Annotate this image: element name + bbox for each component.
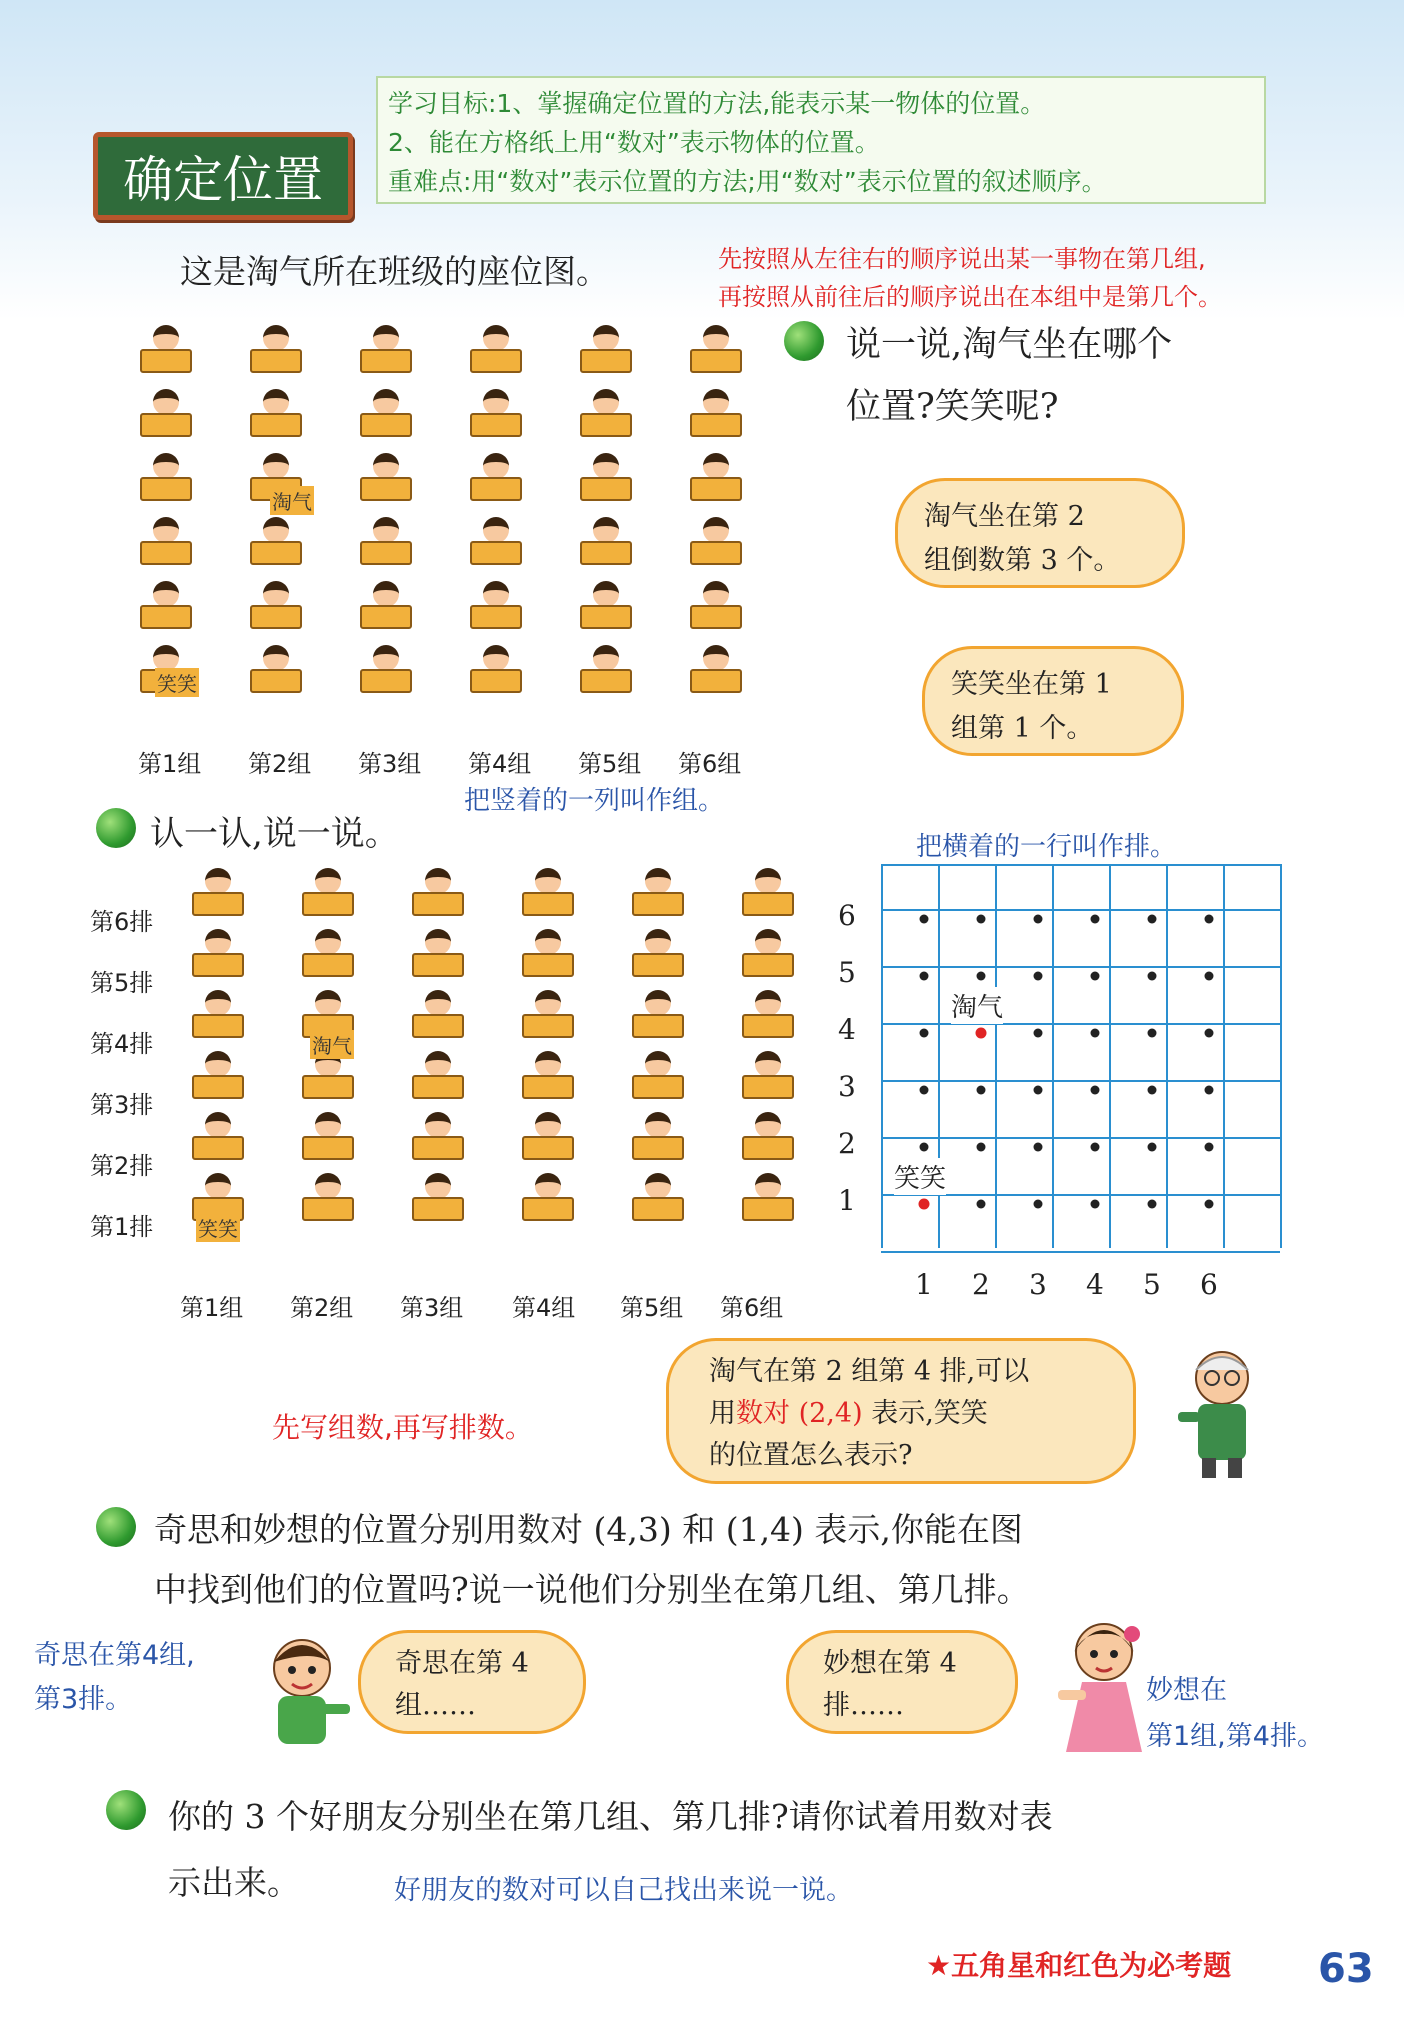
student-desk [412, 1197, 464, 1221]
grid-dot [1034, 1086, 1043, 1095]
seat-label-xiaoxiao-2: 笑笑 [196, 1213, 240, 1242]
goal-line-2: 2、能在方格纸上用“数对”表示物体的位置。 [388, 128, 880, 157]
student-desk [360, 413, 412, 437]
student-head [755, 868, 781, 894]
student-head [153, 325, 179, 351]
bubble-miaoxiang-line-1: 妙想在第 4 [823, 1648, 957, 1679]
student-desk [632, 953, 684, 977]
intro-text: 这是淘气所在班级的座位图。 [180, 252, 609, 291]
grid-line-horizontal [881, 1080, 1280, 1082]
seat-label-taoqi: 淘气 [270, 486, 314, 515]
student-desk [360, 541, 412, 565]
student-head [205, 1051, 231, 1077]
student-desk [690, 477, 742, 501]
student-head [315, 1173, 341, 1199]
student-head [645, 1173, 671, 1199]
student-desk [742, 1136, 794, 1160]
qisi-note [34, 1634, 195, 1722]
student-head [593, 389, 619, 415]
group-label: 第3组 [400, 1294, 464, 1322]
x-tick-label: 3 [1029, 1268, 1047, 1301]
student-head [205, 929, 231, 955]
seating-chart-1 [140, 325, 760, 735]
question-1 [846, 314, 1172, 438]
speech-bubble-taoqi [895, 478, 1185, 588]
lesson-title [93, 132, 353, 220]
student-head [645, 990, 671, 1016]
student-desk [632, 1075, 684, 1099]
grid-dot [1205, 1200, 1214, 1209]
grid-dot [1091, 1143, 1100, 1152]
teacher-line-2-d: 表示,笑笑 [871, 1398, 988, 1429]
teacher-line-2-pair: (2,4) [798, 1398, 863, 1429]
student-desk [140, 413, 192, 437]
student-desk [140, 605, 192, 629]
student-desk [742, 1014, 794, 1038]
grid-dot [1148, 1143, 1157, 1152]
question-4-line-2: 示出来。 [168, 1863, 300, 1902]
page-number: 63 [1318, 1946, 1374, 1992]
student-desk [470, 413, 522, 437]
student-head [645, 929, 671, 955]
student-desk [192, 1075, 244, 1099]
student-head [425, 929, 451, 955]
student-desk [742, 1197, 794, 1221]
miaoxiang-note-line-1: 妙想在 [1146, 1675, 1227, 1706]
student-head [645, 1112, 671, 1138]
student-head [205, 868, 231, 894]
student-head [755, 1051, 781, 1077]
student-head [373, 645, 399, 671]
student-head [373, 389, 399, 415]
student-desk [522, 1075, 574, 1099]
grid-dot [1205, 1143, 1214, 1152]
student-desk [302, 1136, 354, 1160]
grid-dot [1205, 1086, 1214, 1095]
student-desk [632, 1014, 684, 1038]
student-desk [690, 669, 742, 693]
student-head [483, 389, 509, 415]
order-note-line-2: 再按照从前往后的顺序说出在本组中是第几个。 [718, 283, 1222, 311]
grid-line-vertical [1052, 864, 1054, 1248]
student-head [205, 1173, 231, 1199]
student-desk [140, 477, 192, 501]
student-head [263, 581, 289, 607]
student-desk [742, 953, 794, 977]
group-label: 第2组 [248, 750, 312, 778]
student-desk [580, 349, 632, 373]
student-head [703, 645, 729, 671]
student-head [263, 645, 289, 671]
student-head [153, 389, 179, 415]
teacher-line-2-term: 数对 [736, 1398, 790, 1429]
question-3-line-1: 奇思和妙想的位置分别用数对 (4,3) 和 (1,4) 表示,你能在图 [154, 1510, 1023, 1549]
student-head [373, 581, 399, 607]
student-desk [140, 541, 192, 565]
student-head [315, 990, 341, 1016]
group-label: 第4组 [512, 1294, 576, 1322]
student-desk [360, 605, 412, 629]
row-label: 第4排 [90, 1030, 154, 1058]
grid-dot [1034, 1029, 1043, 1038]
grid-dot [1148, 972, 1157, 981]
student-head [755, 1173, 781, 1199]
student-head [205, 1112, 231, 1138]
bubble-taoqi-line-2: 组倒数第 3 个。 [924, 545, 1121, 576]
grid-dot [1205, 972, 1214, 981]
column-note: 把竖着的一列叫作组。 [464, 786, 725, 816]
seating-1-group-labels [138, 744, 778, 778]
grid-dot [977, 1143, 986, 1152]
student-head [483, 453, 509, 479]
grid-line-vertical [995, 864, 997, 1248]
x-tick-label: 6 [1200, 1268, 1218, 1301]
teacher-icon [1166, 1340, 1274, 1480]
student-head [263, 389, 289, 415]
y-tick-label: 6 [838, 899, 856, 932]
grid-line-vertical [1280, 864, 1282, 1248]
grid-line-horizontal [881, 966, 1280, 968]
student-head [315, 868, 341, 894]
miaoxiang-note [1146, 1668, 1324, 1760]
grid-dot [1034, 972, 1043, 981]
student-desk [250, 413, 302, 437]
grid-dot [1034, 1200, 1043, 1209]
group-label: 第6组 [720, 1294, 784, 1322]
group-label: 第1组 [138, 750, 202, 778]
question-4-line-1: 你的 3 个好朋友分别坐在第几组、第几排?请你试着用数对表 [168, 1797, 1053, 1836]
student-desk [742, 1075, 794, 1099]
x-tick-label: 4 [1086, 1268, 1104, 1301]
bubble-qisi-line-2: 组…… [395, 1690, 476, 1721]
student-desk [192, 892, 244, 916]
grid-line-horizontal [881, 1251, 1280, 1253]
student-desk [192, 953, 244, 977]
seat-label-taoqi-2: 淘气 [310, 1030, 354, 1059]
student-head [483, 645, 509, 671]
student-head [483, 581, 509, 607]
student-desk [470, 541, 522, 565]
grid-dot [1034, 915, 1043, 924]
student-desk [360, 349, 412, 373]
student-head [593, 645, 619, 671]
student-head [703, 581, 729, 607]
qisi-note-line-1: 奇思在第4组, [34, 1640, 195, 1671]
student-head [593, 581, 619, 607]
bubble-xiaoxiao-line-1: 笑笑坐在第 1 [951, 669, 1112, 700]
grid-dot [1148, 915, 1157, 924]
student-desk [632, 1136, 684, 1160]
student-head [425, 868, 451, 894]
grid-point [919, 1199, 930, 1210]
student-head [263, 325, 289, 351]
student-head [205, 990, 231, 1016]
student-head [373, 453, 399, 479]
teacher-line-2-a: 用 [709, 1398, 736, 1429]
grid-dot [920, 1029, 929, 1038]
student-desk [470, 349, 522, 373]
student-head [483, 517, 509, 543]
question-3 [154, 1500, 1030, 1620]
speech-bubble-qisi [358, 1630, 586, 1734]
student-head [535, 1173, 561, 1199]
row-label: 第2排 [90, 1152, 154, 1180]
friends-note: 好朋友的数对可以自己找出来说一说。 [394, 1875, 853, 1906]
student-head [535, 1051, 561, 1077]
student-head [153, 517, 179, 543]
grid-line-vertical [1109, 864, 1111, 1248]
student-desk [192, 1136, 244, 1160]
student-desk [580, 477, 632, 501]
student-desk [360, 669, 412, 693]
order-tip: 先写组数,再写排数。 [272, 1411, 533, 1444]
student-desk [302, 953, 354, 977]
must-test-note: ★五角星和红色为必考题 [926, 1949, 1232, 1982]
seating-2-group-labels [180, 1288, 820, 1322]
student-desk [412, 1075, 464, 1099]
student-desk [302, 1197, 354, 1221]
order-note-line-1: 先按照从左往右的顺序说出某一事物在第几组, [718, 245, 1206, 273]
bullet-icon [784, 321, 824, 361]
grid-line-horizontal [881, 1023, 1280, 1025]
student-desk [250, 541, 302, 565]
teacher-line-2 [709, 1393, 1093, 1435]
student-desk [522, 1014, 574, 1038]
student-desk [470, 669, 522, 693]
y-tick-label: 2 [838, 1127, 856, 1160]
seating-chart-2 [192, 868, 812, 1268]
coordinate-grid [838, 864, 1268, 1301]
qisi-note-line-2: 第3排。 [34, 1684, 133, 1715]
student-head [373, 325, 399, 351]
row-label: 第6排 [90, 908, 154, 936]
grid-dot [977, 972, 986, 981]
student-head [703, 389, 729, 415]
student-head [483, 325, 509, 351]
x-tick-label: 2 [972, 1268, 990, 1301]
student-head [535, 929, 561, 955]
grid-dot [977, 1200, 986, 1209]
grid-dot [1148, 1200, 1157, 1209]
grid-dot [920, 1143, 929, 1152]
student-desk [742, 892, 794, 916]
teacher-line-1: 淘气在第 2 组第 4 排,可以 [709, 1356, 1030, 1387]
student-head [535, 990, 561, 1016]
group-label: 第5组 [620, 1294, 684, 1322]
student-head [703, 453, 729, 479]
grid-point-label: 淘气 [951, 987, 1003, 1024]
learning-goals-box [376, 76, 1266, 204]
student-head [535, 868, 561, 894]
student-head [645, 868, 671, 894]
student-head [425, 1051, 451, 1077]
student-head [425, 1173, 451, 1199]
student-head [755, 929, 781, 955]
grid-dot [1091, 1200, 1100, 1209]
bubble-taoqi-line-1: 淘气坐在第 2 [924, 501, 1085, 532]
grid-dot [920, 1086, 929, 1095]
goal-line-3: 重难点:用“数对”表示位置的方法;用“数对”表示位置的叙述顺序。 [388, 167, 1107, 196]
grid-line-horizontal [881, 864, 1280, 866]
question-1-line-1: 说一说,淘气坐在哪个 [846, 325, 1173, 365]
student-head [703, 517, 729, 543]
student-desk [470, 605, 522, 629]
student-desk [632, 1197, 684, 1221]
grid-line-vertical [881, 864, 883, 1248]
row-label: 第3排 [90, 1091, 154, 1119]
student-head [425, 990, 451, 1016]
student-desk [580, 541, 632, 565]
student-desk [580, 413, 632, 437]
speech-bubble-miaoxiang [786, 1630, 1018, 1734]
group-label: 第5组 [578, 750, 642, 778]
grid-line-vertical [1166, 864, 1168, 1248]
student-head [425, 1112, 451, 1138]
student-desk [412, 892, 464, 916]
student-head [373, 517, 399, 543]
grid-dot [920, 972, 929, 981]
student-head [755, 990, 781, 1016]
y-tick-label: 3 [838, 1070, 856, 1103]
lesson-title-text: 确定位置 [123, 151, 323, 209]
student-desk [250, 605, 302, 629]
grid-dot [977, 915, 986, 924]
student-desk [580, 605, 632, 629]
student-head [593, 517, 619, 543]
student-desk [250, 349, 302, 373]
student-desk [302, 1075, 354, 1099]
student-head [315, 1112, 341, 1138]
bullet-icon [96, 808, 136, 848]
grid-dot [1091, 1086, 1100, 1095]
student-head [703, 325, 729, 351]
y-tick-label: 1 [838, 1184, 856, 1217]
question-3-line-2: 中找到他们的位置吗?说一说他们分别坐在第几组、第几排。 [154, 1570, 1030, 1609]
student-desk [522, 892, 574, 916]
grid-dot [1205, 915, 1214, 924]
student-desk [522, 1136, 574, 1160]
student-desk [192, 1014, 244, 1038]
student-head [593, 325, 619, 351]
grid-dot [1148, 1029, 1157, 1038]
grid-dot [1205, 1029, 1214, 1038]
row-label: 第1排 [90, 1213, 154, 1241]
student-head [263, 453, 289, 479]
qisi-boy-icon [252, 1628, 352, 1758]
student-desk [690, 605, 742, 629]
group-label: 第2组 [290, 1294, 354, 1322]
bubble-qisi-line-1: 奇思在第 4 [395, 1648, 529, 1679]
x-tick-label: 5 [1143, 1268, 1161, 1301]
grid-dot [1091, 972, 1100, 981]
teacher-line-3: 的位置怎么表示? [709, 1440, 913, 1471]
student-head [535, 1112, 561, 1138]
student-desk [690, 541, 742, 565]
student-desk [632, 892, 684, 916]
student-desk [522, 953, 574, 977]
x-tick-label: 1 [915, 1268, 933, 1301]
grid-line-horizontal [881, 1137, 1280, 1139]
grid-point [976, 1028, 987, 1039]
student-head [263, 517, 289, 543]
bullet-icon [96, 1507, 136, 1547]
grid-line-vertical [1223, 864, 1225, 1248]
group-label: 第1组 [180, 1294, 244, 1322]
student-desk [412, 953, 464, 977]
grid-dot [1091, 915, 1100, 924]
student-head [755, 1112, 781, 1138]
bubble-xiaoxiao-line-2: 组第 1 个。 [951, 713, 1094, 744]
speech-bubble-xiaoxiao [922, 646, 1184, 756]
student-head [153, 453, 179, 479]
goal-line-1: 学习目标:1、掌握确定位置的方法,能表示某一物体的位置。 [388, 89, 1046, 118]
student-head [593, 453, 619, 479]
student-desk [140, 349, 192, 373]
grid-dot [977, 1086, 986, 1095]
student-desk [360, 477, 412, 501]
student-desk [690, 413, 742, 437]
grid-dot [1034, 1143, 1043, 1152]
student-desk [302, 892, 354, 916]
bullet-icon [106, 1790, 146, 1830]
question-2: 认一认,说一说。 [150, 814, 399, 854]
grid-dot [1091, 1029, 1100, 1038]
row-label: 第5排 [90, 969, 154, 997]
student-head [153, 581, 179, 607]
student-head [315, 929, 341, 955]
question-1-line-2: 位置?笑笑呢? [846, 387, 1059, 427]
row-note: 把横着的一行叫作排。 [916, 832, 1177, 862]
y-tick-label: 5 [838, 956, 856, 989]
speech-bubble-teacher [666, 1338, 1136, 1484]
seat-label-xiaoxiao: 笑笑 [155, 668, 199, 697]
student-desk [412, 1014, 464, 1038]
group-label: 第4组 [468, 750, 532, 778]
miaoxiang-girl-icon [1054, 1612, 1154, 1772]
student-head [645, 1051, 671, 1077]
miaoxiang-note-line-2: 第1组,第4排。 [1146, 1721, 1324, 1752]
group-label: 第6组 [678, 750, 742, 778]
order-note [718, 240, 1222, 316]
group-label: 第3组 [358, 750, 422, 778]
student-desk [690, 349, 742, 373]
grid-dot [1148, 1086, 1157, 1095]
student-desk [250, 669, 302, 693]
student-desk [412, 1136, 464, 1160]
grid-dot [920, 915, 929, 924]
grid-point-label: 笑笑 [894, 1158, 946, 1195]
seating-2-row-labels [90, 902, 170, 1242]
student-desk [580, 669, 632, 693]
student-desk [522, 1197, 574, 1221]
student-desk [470, 477, 522, 501]
bubble-miaoxiang-line-2: 排…… [823, 1690, 904, 1721]
grid-line-horizontal [881, 909, 1280, 911]
y-tick-label: 4 [838, 1013, 856, 1046]
